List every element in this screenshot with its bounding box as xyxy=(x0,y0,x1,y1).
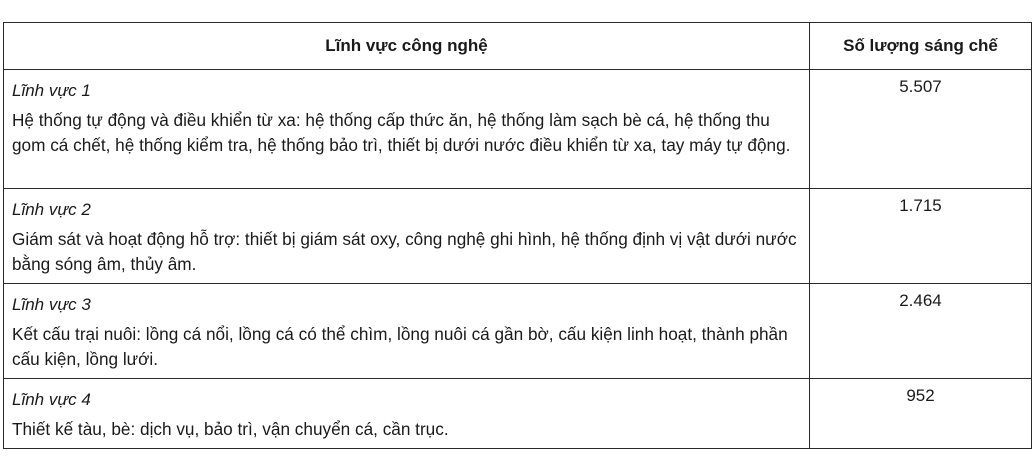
field-description: Kết cấu trại nuôi: lồng cá nổi, lồng cá có thể chìm, lồng nuôi cá gần bờ, cấu kiện linh hoạt, thành phần cấu kiện, lồng lưới. xyxy=(12,324,788,369)
field-cell xyxy=(4,284,810,379)
field-cell xyxy=(4,189,810,284)
field-cell xyxy=(4,70,810,189)
table-row xyxy=(4,189,1032,284)
patent-count: 2.464 xyxy=(810,284,1032,379)
field-description: Giám sát và hoạt động hỗ trợ: thiết bị giám sát oxy, công nghệ ghi hình, hệ thống định vị vật dưới nước bằng sóng âm, thủy âm. xyxy=(12,229,797,274)
header-patent-count: Số lượng sáng chế xyxy=(810,23,1032,70)
patent-count: 952 xyxy=(810,379,1032,449)
patent-count: 5.507 xyxy=(810,70,1032,189)
patent-table-container xyxy=(3,22,1031,449)
field-description: Thiết kế tàu, bè: dịch vụ, bảo trì, vận chuyển cá, cần trục. xyxy=(12,419,449,439)
table-row xyxy=(4,379,1032,449)
field-name: Lĩnh vực 4 xyxy=(12,390,91,409)
field-description: Hệ thống tự động và điều khiển từ xa: hệ thống cấp thức ăn, hệ thống làm sạch bè cá, hệ thống thu gom cá chết, hệ thống kiểm tra, hệ thống bảo trì, thiết bị dưới nước điều khiển từ xa, tay máy tự động. xyxy=(12,110,791,155)
table-row xyxy=(4,284,1032,379)
patent-table xyxy=(3,22,1032,449)
field-cell xyxy=(4,379,810,449)
field-name: Lĩnh vực 2 xyxy=(12,200,91,219)
field-name: Lĩnh vực 3 xyxy=(12,295,91,314)
table-row xyxy=(4,70,1032,189)
header-technology-field: Lĩnh vực công nghệ xyxy=(4,23,810,70)
field-name: Lĩnh vực 1 xyxy=(12,81,91,100)
patent-count: 1.715 xyxy=(810,189,1032,284)
header-row xyxy=(4,23,1032,70)
